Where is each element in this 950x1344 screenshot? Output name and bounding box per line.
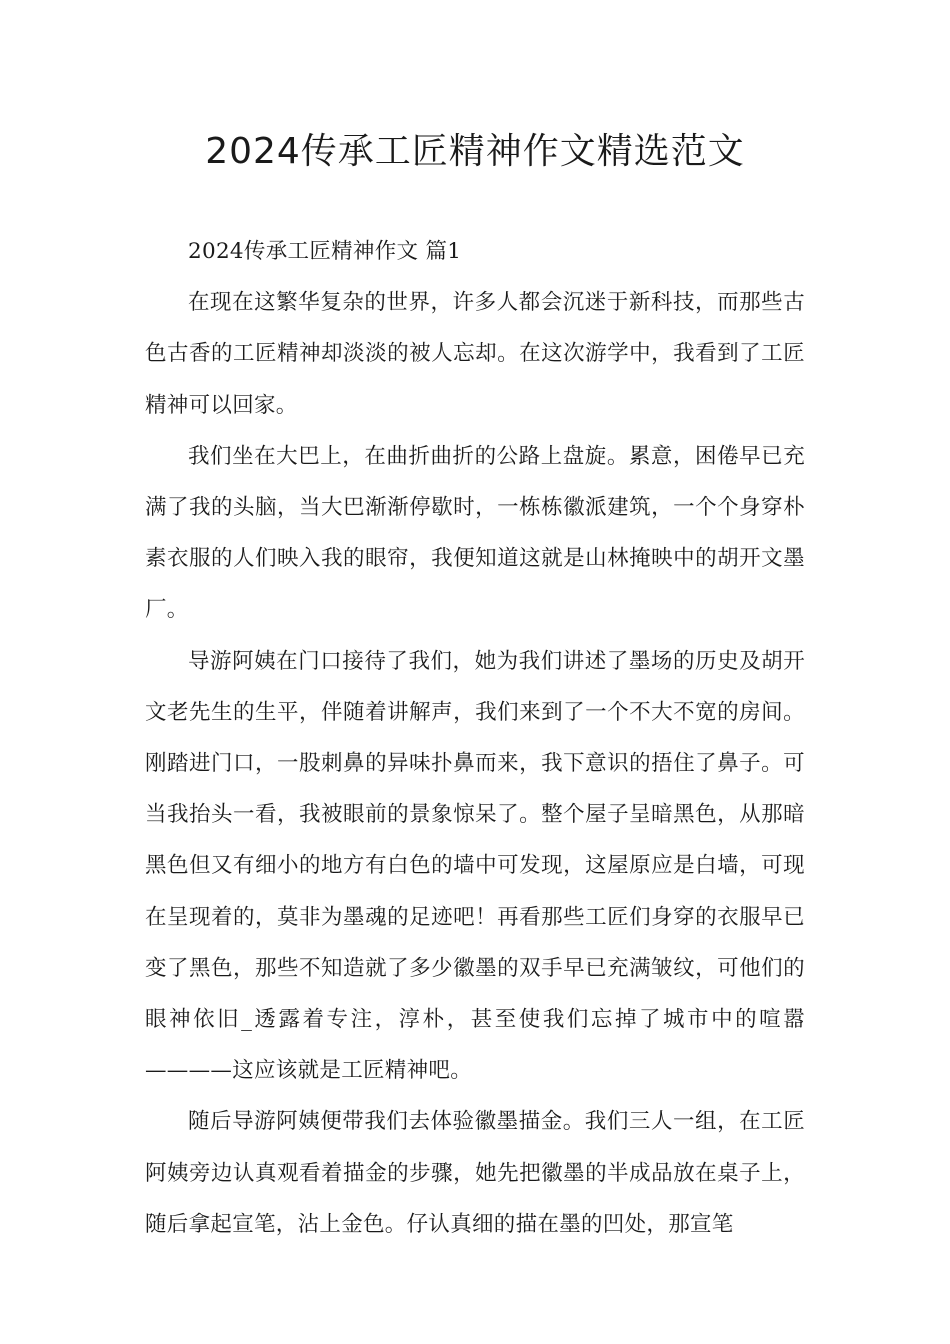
section-heading: 2024传承工匠精神作文 篇1 [188,239,462,264]
document-title: 2024传承工匠精神作文精选范文 [205,131,745,172]
paragraph-3: 导游阿姨在门口接待了我们，她为我们讲述了墨场的历史及胡开文老先生的生平，伴随着讲解声，我们来到了一个不大不宽的房间。刚踏进门口，一股刺鼻的异味扑鼻而来，我下意识的捂住了鼻子。可当我抬头一看，我被眼前的景象惊呆了。整个屋子呈暗黑色，从那暗黑色但又有细小的地方有白色的墙中可发现，这屋原应是白墙，可现在呈现着的，莫非为墨魂的足迹吧！再看那些工匠们身穿的衣服早已变了黑色，那些不知造就了多少徽墨的双手早已充满皱纹，可他们的眼神依旧_透露着专注，淳朴，甚至使我们忘掉了城市中的喧嚣————这应该就是工匠精神吧。 [145,648,805,1084]
document-body [145,226,805,1250]
paragraph-4: 随后导游阿姨便带我们去体验徽墨描金。我们三人一组，在工匠阿姨旁边认真观看着描金的步骤，她先把徽墨的半成品放在桌子上，随后拿起宣笔，沾上金色。仔认真细的描在墨的凹处，那宣笔 [145,1109,805,1237]
paragraph-2: 我们坐在大巴上，在曲折曲折的公路上盘旋。累意，困倦早已充满了我的头脑，当大巴渐渐停歇时，一栋栋徽派建筑，一个个身穿朴素衣服的人们映入我的眼帘，我便知道这就是山林掩映中的胡开文墨厂。 [145,443,805,623]
paragraph-1: 在现在这繁华复杂的世界，许多人都会沉迷于新科技，而那些古色古香的工匠精神却淡淡的被人忘却。在这次游学中，我看到了工匠精神可以回家。 [145,290,805,418]
